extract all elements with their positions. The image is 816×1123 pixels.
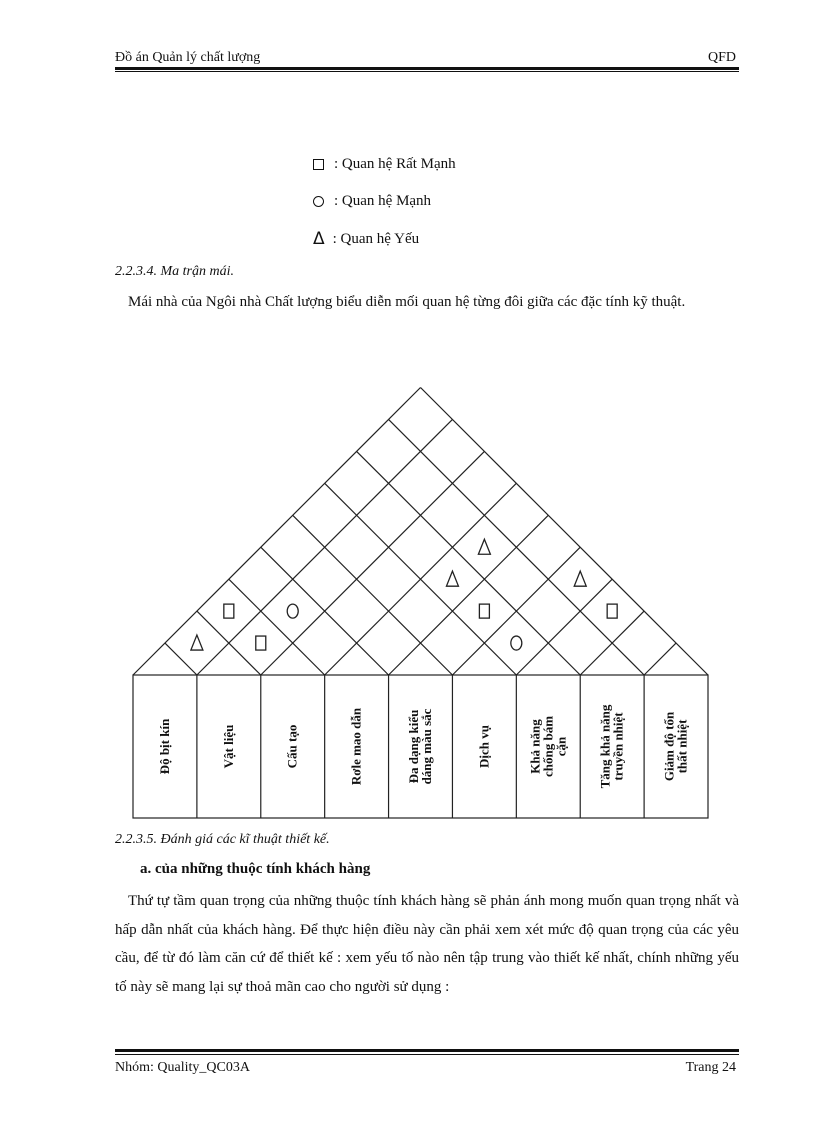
eval-paragraph <box>115 887 739 1001</box>
column-label: Vật liệu <box>220 724 236 769</box>
legend-label: : Quan hệ Rất Mạnh <box>334 156 456 172</box>
roof-paragraph-text: Mái nhà của Ngôi nhà Chất lượng biểu diễn mối quan hệ từng đôi giữa các đặc tính kỹ thuật. <box>128 294 686 310</box>
column-labels <box>157 704 690 788</box>
footer-group: Nhóm: Quality_QC03A <box>115 1060 250 1075</box>
footer-rule-thin <box>115 1054 739 1055</box>
triangle-symbol <box>574 571 586 586</box>
roof-line <box>516 579 612 675</box>
square-symbol <box>479 604 489 618</box>
square-symbol <box>224 604 234 618</box>
column-label: Đa dạng kiểudáng màu sắc <box>406 708 434 785</box>
square-symbol <box>256 636 266 650</box>
column-label: Tăng khả năngtruyền nhiệt <box>597 704 626 789</box>
column-label: Giảm độ tổnthất nhiệt <box>661 711 690 782</box>
roof-line <box>421 388 709 676</box>
square-symbol <box>607 604 617 618</box>
column-label: Rơle mao dẫn <box>348 707 364 786</box>
legend-label: : Quan hệ Yếu <box>332 230 420 247</box>
column-label: Cấu tạo <box>284 724 300 769</box>
subheading-customer: a. của những thuộc tính khách hàng <box>140 861 371 877</box>
circle-symbol <box>287 604 298 618</box>
column-label: Dịch vụ <box>476 725 492 768</box>
page-number: Trang 24 <box>685 1060 736 1075</box>
triangle-icon: Δ <box>313 229 325 249</box>
section-heading-roof: 2.2.3.4. Ma trận mái. <box>115 264 234 279</box>
eval-paragraph-text: Thứ tự tầm quan trọng của những thuộc tính khách hàng sẽ phản ánh mong muốn quan trọng nhất và hấp dẫn nhất của khách hàng. Để thực hiện điều này cần phải xem xét mức độ quan trọng của các yêu cầu, để từ đó làm căn cứ để thiết kế : xem yếu tố nào nên tập trung vào thiết kế nhất, chính những yếu tố này sẽ mang lại sự thoả mãn cao cho người sử dụng : <box>115 893 739 995</box>
column-label: Khả năngchống bámcặn <box>527 715 569 778</box>
roof-line <box>261 451 485 675</box>
roof-line <box>229 579 325 675</box>
column-label: Độ bịt kín <box>156 718 172 775</box>
roof-line <box>357 451 581 675</box>
roof-line <box>644 643 676 675</box>
header-title: Đồ án Quản lý chất lượng <box>115 50 261 65</box>
legend-label: : Quan hệ Mạnh <box>334 193 432 209</box>
roof-line <box>389 515 549 675</box>
triangle-symbol <box>191 635 203 650</box>
roof-grid <box>133 388 708 676</box>
header-section: QFD <box>707 50 736 65</box>
triangle-symbol <box>478 539 490 554</box>
footer-rule <box>115 1049 739 1052</box>
roof-line <box>293 515 453 675</box>
triangle-symbol <box>446 571 458 586</box>
roof-symbols <box>191 539 617 650</box>
section-heading-eval: 2.2.3.5. Đánh giá các kĩ thuật thiết kế. <box>115 832 330 847</box>
roof-line <box>133 388 421 676</box>
circle-symbol <box>511 636 522 650</box>
